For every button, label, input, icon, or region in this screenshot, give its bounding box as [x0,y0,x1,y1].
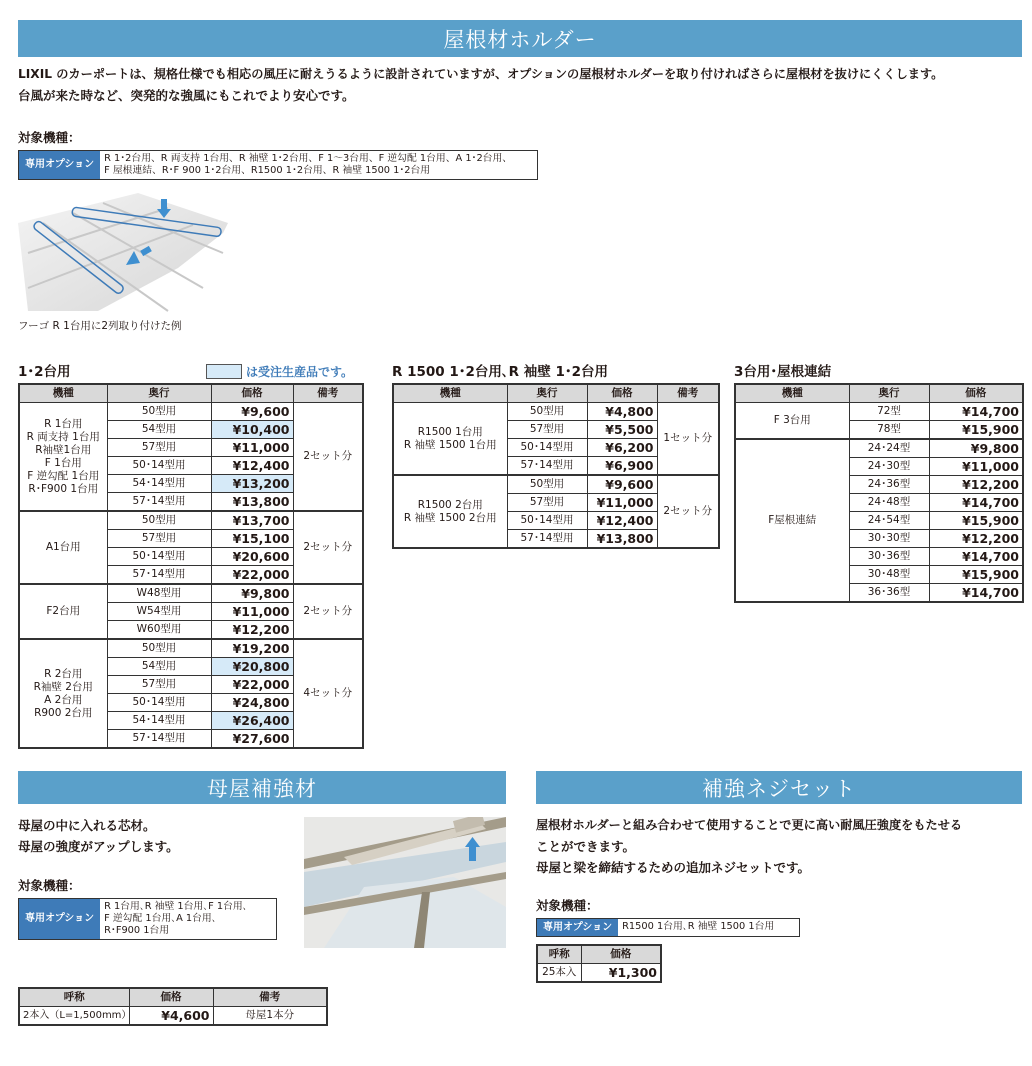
purlin-row-price: ¥4,600 [129,1007,213,1026]
purlin-option-text [100,899,251,939]
purlin-target-label: 対象機種： [18,878,81,893]
table-row [735,439,1023,458]
table1-model-name: R･F900 1台用 [28,482,99,495]
purlin-option-box [18,898,277,940]
table1-depth-cell: 54型用 [107,658,211,676]
table3-depth-cell: 78型 [849,421,929,440]
table3-depth-cell: 24･24型 [849,439,929,458]
table1-price-cell: ¥9,600 [211,403,293,421]
purlin-row-name: 2本入（L=1,500mm） [19,1007,129,1026]
table3-model-cell [735,403,849,440]
table1-header-row [19,384,363,403]
table1-note-cell: 2セット分 [293,403,363,512]
table1-depth-cell: 57型用 [107,530,211,548]
table-row [537,964,661,983]
table1-note-cell: 2セット分 [293,584,363,639]
table-row [393,403,719,421]
table3-header-0: 機種 [735,384,849,403]
table3-grid [734,383,1024,603]
purlin-row-note: 母屋1本分 [213,1007,327,1026]
table2-header-1: 奥行 [507,384,587,403]
holder-target-label: 対象機種： [18,130,81,145]
table1-depth-cell: 57型用 [107,439,211,457]
table3-header-1: 奥行 [849,384,929,403]
purlin-photo [304,817,506,948]
table1-model-name: R 2台用 [44,667,83,680]
table2-model-cell [393,403,507,476]
table1-depth-cell: 57･14型用 [107,493,211,512]
holder-banner [18,20,1022,57]
screw-option-text: R1500 1台用､R 袖壁 1500 1台用 [622,921,775,932]
table2-depth-cell: 50型用 [507,475,587,494]
table2-depth-cell: 50型用 [507,403,587,421]
table1-price-cell: ¥9,800 [211,584,293,603]
table3-price-cell: ¥12,200 [929,476,1023,494]
table3-model-name: F屋根連結 [768,514,817,526]
table2-note-cell: 1セット分 [657,403,719,476]
table3-depth-cell: 24･36型 [849,476,929,494]
table1-price-cell: ¥27,600 [211,730,293,749]
legend-swatch [206,364,242,379]
table1-model-name: F2台用 [46,605,81,617]
purlin-description [18,815,179,857]
holder-title: 屋根材ホルダー [443,27,597,52]
holder-option-text [100,151,516,179]
table3-header-2: 価格 [929,384,1023,403]
table2-price-cell: ¥12,400 [587,512,657,530]
table1-price-cell: ¥15,100 [211,530,293,548]
table1-price-cell: ¥19,200 [211,639,293,658]
table2-depth-cell: 57･14型用 [507,457,587,476]
table2-title: R 1500 1･2台用､R 袖壁 1･2台用 [392,364,608,380]
holder-option-line-1: R 1･2台用、R 両支持 1台用、R 袖壁 1･2台用、F 1〜3台用、F 逆勾配 1台用、A 1･2台用、 [104,153,513,164]
table1-model-name: F 逆勾配 1台用 [27,469,100,482]
table1-model-name: R900 2台用 [34,706,93,719]
purlin-banner [18,771,506,804]
table1-title: 1･2台用 [18,364,71,380]
table1-price-cell: ¥12,400 [211,457,293,475]
table1-model-name: F 1台用 [44,456,82,469]
table1-model-name: R袖壁 2台用 [33,680,93,693]
table3 [734,383,1024,603]
table1-price-cell: ¥22,000 [211,566,293,585]
table3-depth-cell: 72型 [849,403,929,421]
table2-header-2: 価格 [587,384,657,403]
table1-price-cell: ¥12,200 [211,621,293,640]
table1-depth-cell: 57･14型用 [107,730,211,749]
table3-header-row [735,384,1023,403]
table1-depth-cell: 54･14型用 [107,475,211,493]
holder-desc-1: LIXIL のカーポートは、規格仕様でも相応の風圧に耐えうるように設計されていますが、オプションの屋根材ホルダーを取り付ければさらに屋根材を抜けにくくします。 [18,67,944,81]
table1-depth-cell: W54型用 [107,603,211,621]
table-row [19,1007,327,1026]
table1-price-cell: ¥13,700 [211,511,293,530]
holder-option-tag: 専用オプション [19,151,100,179]
table2-model-name: R 袖壁 1500 1台用 [403,438,497,451]
purlin-header-price: 価格 [129,988,213,1007]
table1-price-cell: ¥11,000 [211,603,293,621]
table1-price-cell: ¥22,000 [211,676,293,694]
table2-depth-cell: 50･14型用 [507,439,587,457]
table2-price-cell: ¥13,800 [587,530,657,549]
table3-price-cell: ¥15,900 [929,566,1023,584]
purlin-option-line-3: R･F900 1台用 [104,925,170,936]
purlin-desc-1: 母屋の中に入れる芯材。 [18,818,156,833]
table3-price-cell: ¥14,700 [929,584,1023,603]
table1-depth-cell: 50型用 [107,639,211,658]
table2-price-cell: ¥11,000 [587,494,657,512]
table1-depth-cell: 50･14型用 [107,457,211,475]
table3-price-cell: ¥14,700 [929,403,1023,421]
table3-title: 3台用･屋根連結 [734,364,832,380]
table3-model-cell [735,439,849,602]
table1-price-cell: ¥20,600 [211,548,293,566]
table1-header-2: 価格 [211,384,293,403]
table1-depth-cell: 50型用 [107,511,211,530]
holder-option-line-2: F 屋根連結、R･F 900 1･2台用、R1500 1･2台用、R 袖壁 1500 1･2台用 [104,165,431,176]
table3-price-cell: ¥14,700 [929,494,1023,512]
table2-price-cell: ¥6,200 [587,439,657,457]
table3-depth-cell: 36･36型 [849,584,929,603]
table1-note-cell: 4セット分 [293,639,363,748]
legend-text: は受注生産品です。 [246,365,354,379]
table2-depth-cell: 57･14型用 [507,530,587,549]
table2-depth-cell: 57型用 [507,421,587,439]
table-row [19,403,363,421]
table2-model-name: R1500 1台用 [417,425,483,438]
screw-option-box [536,918,800,937]
table-row [735,403,1023,421]
screw-title: 補強ネジセット [702,776,856,801]
screw-description [536,815,1026,878]
table1-model-cell [19,639,107,748]
purlin-option-line-2: F 逆勾配 1台用､A 1台用､ [104,913,217,924]
table1-model-name: A1台用 [45,541,81,553]
table1 [18,383,364,749]
table2-price-cell: ¥6,900 [587,457,657,476]
purlin-header-note: 備考 [213,988,327,1007]
table1-depth-cell: 50･14型用 [107,548,211,566]
table1-header-0: 機種 [19,384,107,403]
table1-price-cell: ¥20,800 [211,658,293,676]
holder-option-box [18,150,538,180]
table3-depth-cell: 24･48型 [849,494,929,512]
table1-model-name: R 両支持 1台用 [26,430,100,443]
table3-depth-cell: 30･30型 [849,530,929,548]
purlin-option-line-1: R 1台用､R 袖壁 1台用､F 1台用､ [104,901,248,912]
table1-depth-cell: 54型用 [107,421,211,439]
table2-model-cell [393,475,507,548]
table-row [19,639,363,658]
screw-desc-3: 母屋と梁を締結するための追加ネジセットです。 [536,860,811,875]
table1-depth-cell: 57型用 [107,676,211,694]
screw-table [536,944,662,983]
screw-target-label: 対象機種： [536,898,599,913]
table1-depth-cell: W60型用 [107,621,211,640]
table-row [19,511,363,530]
table2-price-cell: ¥9,600 [587,475,657,494]
screw-option-tag: 専用オプション [537,919,618,936]
table2-note-cell: 2セット分 [657,475,719,548]
table1-price-cell: ¥11,000 [211,439,293,457]
table1-depth-cell: 57･14型用 [107,566,211,585]
screw-desc-2: ことができます。 [536,839,636,854]
purlin-desc-2: 母屋の強度がアップします。 [18,839,179,854]
table1-model-cell [19,511,107,584]
table-row [19,584,363,603]
table1-model-cell [19,584,107,639]
screw-table-header [537,945,661,964]
table1-price-cell: ¥24,800 [211,694,293,712]
table1-price-cell: ¥13,800 [211,493,293,512]
table1-header-1: 奥行 [107,384,211,403]
holder-desc-2: 台風が来た時など、突発的な強風にもこれでより安心です。 [18,88,355,103]
screw-header-price: 価格 [581,945,661,964]
legend [206,361,353,380]
table1-model-name: A 2台用 [44,693,83,706]
table3-price-cell: ¥15,900 [929,421,1023,440]
table1-header-3: 備考 [293,384,363,403]
table2-depth-cell: 57型用 [507,494,587,512]
screw-row-name: 25本入 [537,964,581,983]
table2-header-0: 機種 [393,384,507,403]
table1-price-cell: ¥13,200 [211,475,293,493]
table1-depth-cell: 50･14型用 [107,694,211,712]
table3-price-cell: ¥15,900 [929,512,1023,530]
table3-depth-cell: 30･36型 [849,548,929,566]
table3-model-name: F 3台用 [773,414,811,426]
table2-header-3: 備考 [657,384,719,403]
table1-price-cell: ¥26,400 [211,712,293,730]
holder-description [18,64,1028,106]
table1-model-name: R袖壁1台用 [35,443,92,456]
table3-depth-cell: 30･48型 [849,566,929,584]
table3-price-cell: ¥11,000 [929,458,1023,476]
screw-banner [536,771,1022,804]
table3-price-cell: ¥14,700 [929,548,1023,566]
holder-example-photo [18,193,228,315]
table2-grid [392,383,720,549]
table1-price-cell: ¥10,400 [211,421,293,439]
table2-model-name: R 袖壁 1500 2台用 [403,511,497,524]
table3-depth-cell: 24･54型 [849,512,929,530]
table1-depth-cell: 50型用 [107,403,211,421]
table3-price-cell: ¥9,800 [929,439,1023,458]
table3-depth-cell: 24･30型 [849,458,929,476]
table1-model-name: R 1台用 [44,417,83,430]
table2-price-cell: ¥4,800 [587,403,657,421]
table2-price-cell: ¥5,500 [587,421,657,439]
purlin-table [18,987,328,1026]
screw-desc-1: 屋根材ホルダーと組み合わせて使用することで更に高い耐風圧強度をもたせる [536,818,963,832]
table2-header-row [393,384,719,403]
table1-note-cell: 2セット分 [293,511,363,584]
purlin-title: 母屋補強材 [207,776,317,801]
table2-depth-cell: 50･14型用 [507,512,587,530]
purlin-table-header [19,988,327,1007]
table1-model-cell [19,403,107,512]
purlin-header-name: 呼称 [19,988,129,1007]
table1-depth-cell: 54･14型用 [107,712,211,730]
table-row [393,475,719,494]
holder-caption: フーゴ R 1台用に2列取り付けた例 [18,320,182,332]
table2 [392,383,720,549]
table1-grid [18,383,364,749]
table1-depth-cell: W48型用 [107,584,211,603]
screw-header-name: 呼称 [537,945,581,964]
screw-row-price: ¥1,300 [581,964,661,983]
table3-price-cell: ¥12,200 [929,530,1023,548]
table2-model-name: R1500 2台用 [417,498,483,511]
purlin-option-tag: 専用オプション [19,899,100,939]
